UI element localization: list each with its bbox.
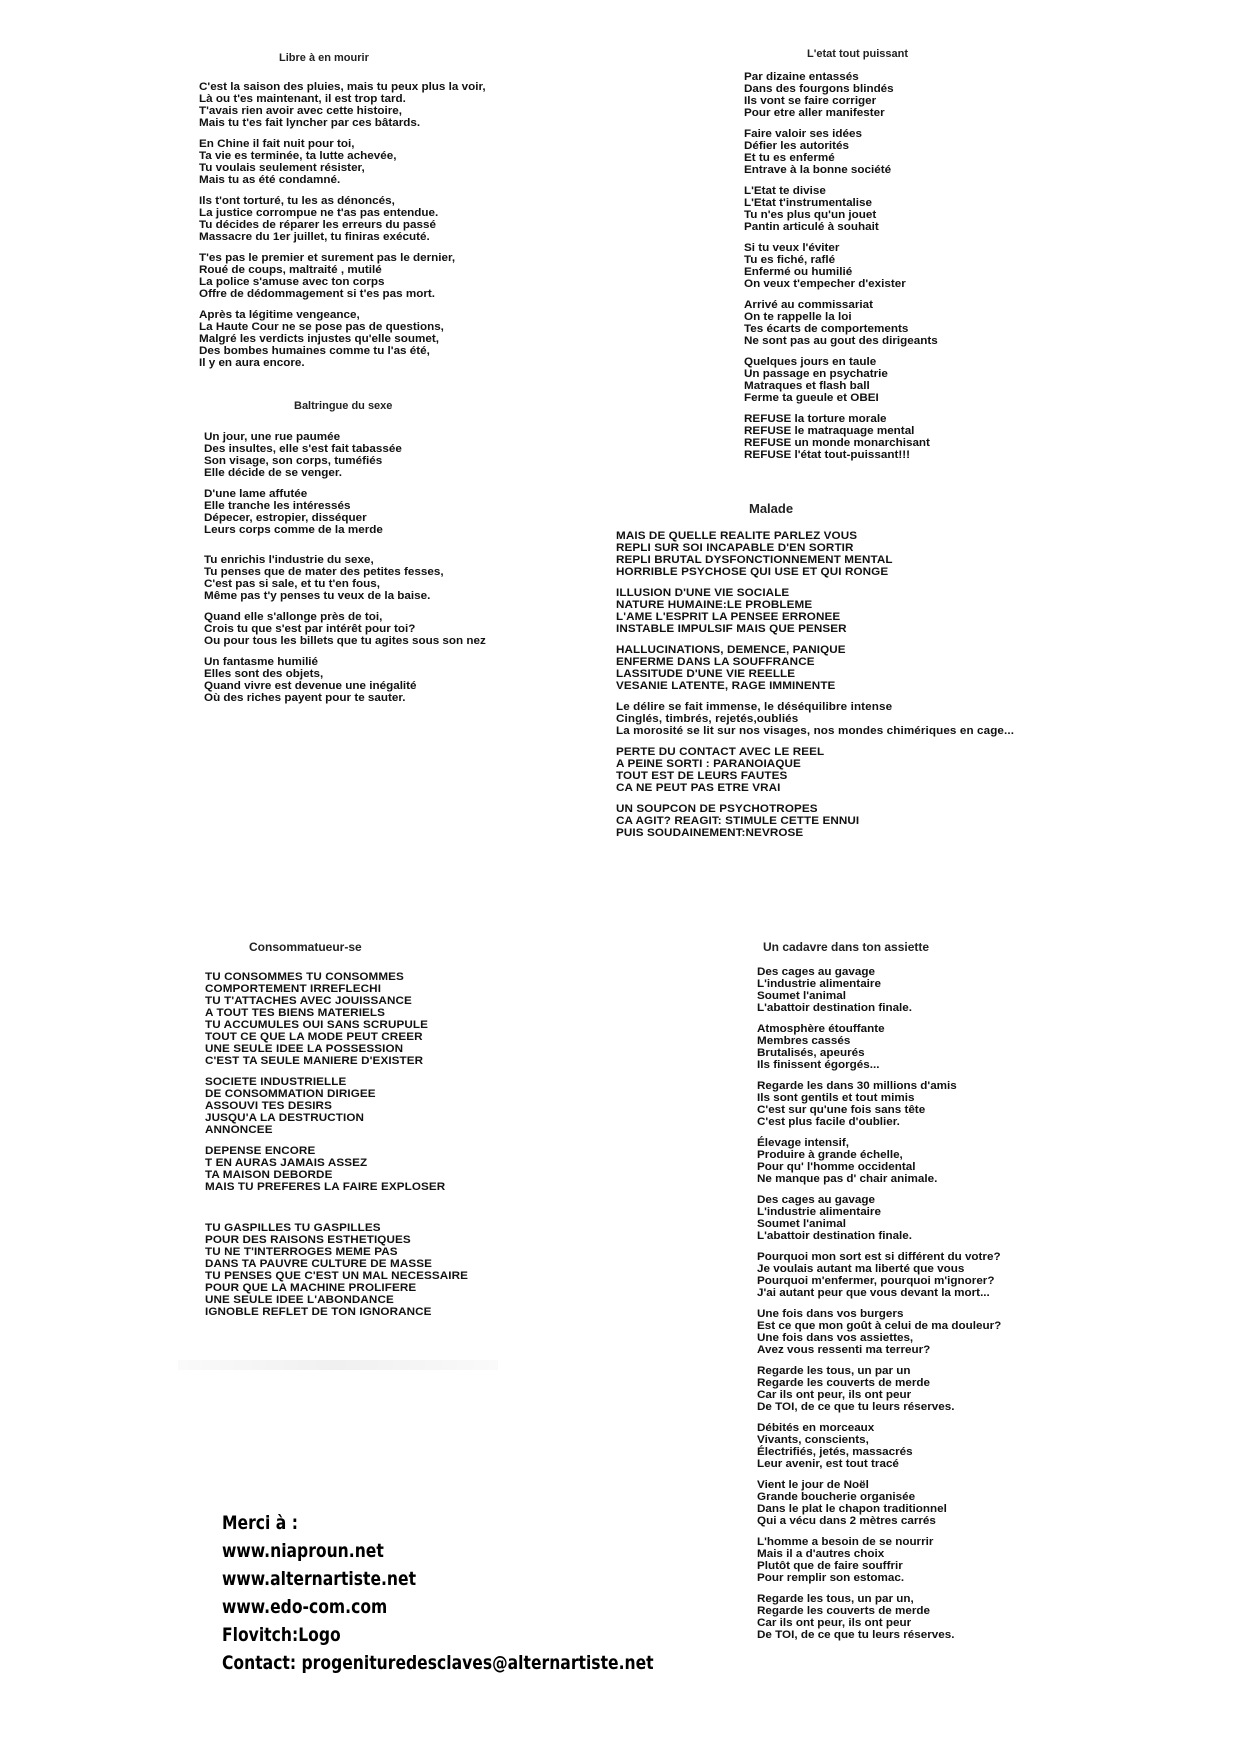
- poem-line: T'avais rien avoir avec cette histoire,: [199, 105, 403, 117]
- poem-body: [744, 71, 938, 461]
- poem-stanza: [744, 242, 927, 290]
- poem-stanza: [616, 803, 992, 839]
- poem-libre: [199, 52, 486, 369]
- poem-line: Vient le jour de Noël: [757, 1479, 869, 1491]
- poem-line: Des cages au gavage: [757, 1194, 875, 1206]
- poem-line: REFUSE le matraquage mental: [744, 425, 915, 437]
- poem-line: JUSQU'A LA DESTRUCTION: [205, 1112, 365, 1124]
- poem-stanza: [757, 1593, 987, 1641]
- poem-stanza: [204, 431, 470, 479]
- poem-line: Ils vont se faire corriger: [744, 95, 877, 107]
- poem-stanza: [199, 309, 469, 369]
- poem-line: Qui a vécu dans 2 mètres carrés: [757, 1515, 936, 1527]
- poem-title: Un cadavre dans ton assiette: [763, 940, 930, 954]
- poem-line: Offre de dédommagement si t'es pas mort.: [199, 288, 436, 300]
- poem-line: Est ce que mon goût à celui de ma douleur?: [757, 1320, 1002, 1332]
- poem-line: Et tu es enfermé: [744, 152, 835, 164]
- poem-line: Ne sont pas au gout des dirigeants: [744, 335, 938, 347]
- poem-line: On te rappelle la loi: [744, 311, 852, 323]
- poem-line: TU PENSES QUE C'EST UN MAL NECESSAIRE: [205, 1270, 469, 1282]
- poem-line: Regarde les tous, un par un: [757, 1365, 911, 1377]
- poem-line: PERTE DU CONTACT AVEC LE REEL: [616, 746, 825, 758]
- poem-line: Roué de coups, maltraité , mutilé: [199, 264, 382, 276]
- poem-line: Arrivé au commissariat: [744, 299, 873, 311]
- poem-stanza: [744, 71, 927, 119]
- poem-line: Il y en aura encore.: [199, 357, 305, 369]
- poem-line: On veux t'empecher d'exister: [744, 278, 906, 290]
- poem-line: Entrave à la bonne société: [744, 164, 892, 176]
- poem-line: Où des riches payent pour te sauter.: [204, 692, 406, 704]
- poem-line: TU T'ATTACHES AVEC JOUISSANCE: [205, 995, 412, 1007]
- poem-line: T'es pas le premier et surement pas le dernier,: [199, 252, 456, 264]
- poem-line: A TOUT TES BIENS MATERIELS: [205, 1007, 386, 1019]
- poem-stanza: [616, 746, 992, 794]
- poem-stanza: [205, 1076, 453, 1136]
- poem-stanza: [757, 1422, 987, 1470]
- poem-line: Regarde les dans 30 millions d'amis: [757, 1080, 957, 1092]
- poem-line: Des bombes humaines comme tu l'as été,: [199, 345, 430, 357]
- poem-line: ANNONCEE: [205, 1124, 273, 1136]
- poem-stanza: [757, 1194, 987, 1242]
- poem-line: TU GASPILLES TU GASPILLES: [205, 1222, 381, 1234]
- poem-body: [757, 966, 1002, 1641]
- poem-line: Je voulais autant ma liberté que vous: [757, 1263, 965, 1275]
- poem-line: D'une lame affutée: [204, 488, 308, 500]
- poem-stanza: [757, 1308, 1002, 1356]
- poem-stanza: [199, 195, 469, 243]
- poem-stanza: [757, 1251, 1001, 1299]
- poem-line: Électrifiés, jetés, massacrés: [757, 1446, 913, 1458]
- poem-line: Ne manque pas d' chair animale.: [757, 1173, 938, 1185]
- poem-line: Crois tu que s'est par intérêt pour toi?: [204, 623, 416, 635]
- poem-line: REFUSE l'état tout-puissant!!!: [744, 449, 911, 461]
- poem-line: Même pas t'y penses tu veux de la baise.: [204, 590, 431, 602]
- poem-line: Pour remplir son estomac.: [757, 1572, 905, 1584]
- poem-line: Si tu veux l'éviter: [744, 242, 840, 254]
- poem-line: De TOI, de ce que tu leurs réserves.: [757, 1629, 955, 1641]
- poem-stanza: [757, 1137, 987, 1185]
- poem-line: POUR QUE LA MACHINE PROLIFERE: [205, 1282, 417, 1294]
- poem-line: Massacre du 1er juillet, tu finiras exécuté.: [199, 231, 430, 243]
- poem-line: Après ta légitime vengeance,: [199, 309, 360, 321]
- poem-line: INSTABLE IMPULSIF MAIS QUE PENSER: [616, 623, 847, 635]
- poem-consommatueur: [205, 940, 469, 1318]
- poem-baltringue: [204, 400, 486, 704]
- poem-line: Défier les autorités: [744, 140, 849, 152]
- poem-line: La Haute Cour ne se pose pas de questions,: [199, 321, 444, 333]
- poem-line: Ferme ta gueule et OBEI: [744, 392, 879, 404]
- poem-line: DANS TA PAUVRE CULTURE DE MASSE: [205, 1258, 433, 1270]
- poem-line: TU CONSOMMES TU CONSOMMES: [205, 971, 404, 983]
- poem-stanza: [204, 488, 470, 536]
- poem-title: Consommatueur-se: [249, 940, 362, 954]
- poem-line: Elle décide de se venger.: [204, 467, 343, 479]
- poem-line: MAIS TU PREFERES LA FAIRE EXPLOSER: [205, 1181, 446, 1193]
- poem-line: Là ou t'es maintenant, il est trop tard.: [199, 93, 406, 105]
- poem-line: L'Etat t'instrumentalise: [744, 197, 873, 209]
- poem-line: Pour qu' l'homme occidental: [757, 1161, 916, 1173]
- poem-line: Leur avenir, est tout tracé: [757, 1458, 899, 1470]
- poem-stanza: [199, 138, 469, 186]
- poem-line: Membres cassés: [757, 1035, 851, 1047]
- poem-line: L'industrie alimentaire: [757, 1206, 881, 1218]
- poem-line: Débités en morceaux: [757, 1422, 875, 1434]
- poem-line: CA NE PEUT PAS ETRE VRAI: [616, 782, 781, 794]
- poem-line: L'abattoir destination finale.: [757, 1002, 913, 1014]
- poem-line: Le délire se fait immense, le déséquilibre intense: [616, 701, 893, 713]
- poem-line: Pourquoi mon sort est si différent du votre?: [757, 1251, 1001, 1263]
- poem-line: Quand elle s'allonge près de toi,: [204, 611, 383, 623]
- poem-body: [199, 81, 486, 369]
- poem-line: Regarde les couverts de merde: [757, 1605, 931, 1617]
- poem-title: Malade: [749, 501, 794, 516]
- poem-line: Car ils ont peur, ils ont peur: [757, 1389, 912, 1401]
- poem-line: Tu décides de réparer les erreurs du passé: [199, 219, 436, 231]
- poem-line: L'AME L'ESPRIT LA PENSEE ERRONEE: [616, 611, 841, 623]
- credits-link-alternartiste[interactable]: www.alternartiste.net: [222, 1568, 417, 1590]
- poem-line: Quand vivre est devenue une inégalité: [204, 680, 417, 692]
- poem-line: Pour etre aller manifester: [744, 107, 885, 119]
- poem-line: T EN AURAS JAMAIS ASSEZ: [205, 1157, 368, 1169]
- poem-line: A PEINE SORTI : PARANOIAQUE: [616, 758, 801, 770]
- poem-line: HORRIBLE PSYCHOSE QUI USE ET QUI RONGE: [616, 566, 889, 578]
- poem-line: SOCIETE INDUSTRIELLE: [205, 1076, 347, 1088]
- poem-line: Plutôt que de faire souffrir: [757, 1560, 903, 1572]
- poem-line: Ou pour tous les billets que tu agites sous son nez: [204, 635, 486, 647]
- poem-line: TA MAISON DEBORDE: [205, 1169, 333, 1181]
- poem-stanza: [199, 252, 469, 300]
- poem-line: Un jour, une rue paumée: [204, 431, 341, 443]
- poem-line: Une fois dans vos assiettes,: [757, 1332, 914, 1344]
- poem-line: Tu enrichis l'industrie du sexe,: [204, 554, 374, 566]
- poem-line: DEPENSE ENCORE: [205, 1145, 316, 1157]
- poem-line: PUIS SOUDAINEMENT:NEVROSE: [616, 827, 804, 839]
- poem-line: Mais tu t'es fait lyncher par ces bâtards.: [199, 117, 421, 129]
- poem-line: REFUSE la torture morale: [744, 413, 887, 425]
- poem-stanza: [205, 971, 453, 1067]
- poem-line: UNE SEULE IDEE LA POSSESSION: [205, 1043, 404, 1055]
- poem-line: Pourquoi m'enfermer, pourquoi m'ignorer?: [757, 1275, 995, 1287]
- poem-line: C'est plus facile d'oublier.: [757, 1116, 900, 1128]
- poem-line: Ils sont gentils et tout mimis: [757, 1092, 915, 1104]
- credits-logo: Flovitch:Logo: [222, 1624, 341, 1646]
- poem-stanza: [616, 530, 992, 578]
- poem-line: La morosité se lit sur nos visages, nos mondes chimériques en cage...: [616, 725, 1015, 737]
- poem-stanza: [757, 1536, 987, 1584]
- poem-line: TOUT CE QUE LA MODE PEUT CREER: [205, 1031, 423, 1043]
- poem-line: Un passage en psychatrie: [744, 368, 888, 380]
- poem-body: [205, 971, 469, 1318]
- poem-line: LASSITUDE D'UNE VIE REELLE: [616, 668, 796, 680]
- poem-title: Libre à en mourir: [279, 52, 369, 64]
- poem-stanza: [744, 299, 938, 347]
- poem-line: TU ACCUMULES OUI SANS SCRUPULE: [205, 1019, 429, 1031]
- poem-stanza: [204, 554, 470, 602]
- poem-stanza: [757, 1479, 987, 1527]
- poem-stanza: [205, 1222, 469, 1318]
- poem-line: Des cages au gavage: [757, 966, 875, 978]
- poem-stanza: [744, 413, 930, 461]
- poem-line: Regarde les couverts de merde: [757, 1377, 931, 1389]
- poem-line: Dépecer, estropier, disséquer: [204, 512, 367, 524]
- poem-line: Tes écarts de comportements: [744, 323, 909, 335]
- poem-line: TU NE T'INTERROGES MEME PAS: [205, 1246, 398, 1258]
- poem-line: La justice corrompue ne t'as pas entendue.: [199, 207, 439, 219]
- poem-line: Avez vous ressenti ma terreur?: [757, 1344, 931, 1356]
- poem-stanza: [616, 587, 992, 635]
- poem-line: REFUSE un monde monarchisant: [744, 437, 930, 449]
- poem-title: Baltringue du sexe: [294, 400, 393, 412]
- poem-line: POUR DES RAISONS ESTHETIQUES: [205, 1234, 411, 1246]
- poem-stanza: [616, 701, 1015, 737]
- poem-stanza: [744, 128, 927, 176]
- poem-line: ENFERME DANS LA SOUFFRANCE: [616, 656, 815, 668]
- poem-line: Des insultes, elle s'est fait tabassée: [204, 443, 402, 455]
- poem-line: Produire à grande échelle,: [757, 1149, 903, 1161]
- poem-line: MAIS DE QUELLE REALITE PARLEZ VOUS: [616, 530, 858, 542]
- poem-stanza: [205, 1145, 453, 1193]
- poem-cadavre: [757, 940, 1002, 1641]
- poem-line: La police s'amuse avec ton corps: [199, 276, 385, 288]
- credits-thanks: Merci à :: [222, 1512, 298, 1534]
- poem-line: UN SOUPCON DE PSYCHOTROPES: [616, 803, 818, 815]
- poem-title: L'etat tout puissant: [807, 48, 909, 60]
- poem-line: L'industrie alimentaire: [757, 978, 881, 990]
- poem-line: Tu es fiché, raflé: [744, 254, 836, 266]
- poem-line: ASSOUVI TES DESIRS: [205, 1100, 332, 1112]
- poem-line: Vivants, conscients,: [757, 1434, 869, 1446]
- poem-line: IGNOBLE REFLET DE TON IGNORANCE: [205, 1306, 432, 1318]
- credits-link-edo-com[interactable]: www.edo-com.com: [222, 1596, 388, 1618]
- poem-line: REPLI SUR SOI INCAPABLE D'EN SORTIR: [616, 542, 854, 554]
- poem-line: L'homme a besoin de se nourrir: [757, 1536, 934, 1548]
- poem-stanza: [757, 1080, 987, 1128]
- poem-line: Car ils ont peur, ils ont peur: [757, 1617, 912, 1629]
- poem-line: Ta vie es terminée, ta lutte achevée,: [199, 150, 397, 162]
- credits-link-niaproun[interactable]: www.niaproun.net: [222, 1540, 384, 1562]
- poem-line: Soumet l'animal: [757, 990, 846, 1002]
- poem-line: Soumet l'animal: [757, 1218, 846, 1230]
- poem-line: J'ai autant peur que vous devant la mort...: [757, 1287, 990, 1299]
- poem-stanza: [204, 656, 470, 704]
- poem-line: Ils finissent égorgés...: [757, 1059, 880, 1071]
- poem-line: COMPORTEMENT IRREFLECHI: [205, 983, 382, 995]
- poem-line: C'EST TA SEULE MANIERE D'EXISTER: [205, 1055, 424, 1067]
- poem-line: Tu voulais seulement résister,: [199, 162, 365, 174]
- poem-line: En Chine il fait nuit pour toi,: [199, 138, 355, 150]
- poem-line: TOUT EST DE LEURS FAUTES: [616, 770, 788, 782]
- poem-line: Tu n'es plus qu'un jouet: [744, 209, 877, 221]
- poem-line: Élevage intensif,: [757, 1137, 850, 1149]
- poem-line: DE CONSOMMATION DIRIGEE: [205, 1088, 376, 1100]
- poem-line: Dans des fourgons blindés: [744, 83, 894, 95]
- poem-malade: [616, 501, 1015, 839]
- poem-line: NATURE HUMAINE:LE PROBLEME: [616, 599, 813, 611]
- poem-line: HALLUCINATIONS, DEMENCE, PANIQUE: [616, 644, 846, 656]
- poem-line: Regarde les tous, un par un,: [757, 1593, 914, 1605]
- poem-line: Faire valoir ses idées: [744, 128, 862, 140]
- poem-line: L'abattoir destination finale.: [757, 1230, 913, 1242]
- poem-line: ILLUSION D'UNE VIE SOCIALE: [616, 587, 790, 599]
- poem-stanza: [757, 1023, 987, 1071]
- poem-body: [616, 530, 1015, 839]
- poem-stanza: [757, 1365, 987, 1413]
- poem-line: Pantin articulé à souhait: [744, 221, 879, 233]
- poem-line: Quelques jours en taule: [744, 356, 877, 368]
- poem-line: Tu penses que de mater des petites fesses,: [204, 566, 444, 578]
- poem-line: Matraques et flash ball: [744, 380, 870, 392]
- poem-line: Brutalisés, apeurés: [757, 1047, 865, 1059]
- poem-line: Un fantasme humilié: [204, 656, 319, 668]
- poem-line: Son visage, son corps, tuméfiés: [204, 455, 383, 467]
- poem-line: De TOI, de ce que tu leurs réserves.: [757, 1401, 955, 1413]
- poem-line: C'est la saison des pluies, mais tu peux plus la voir,: [199, 81, 486, 93]
- poem-stanza: [616, 644, 992, 692]
- poem-line: L'Etat te divise: [744, 185, 826, 197]
- poem-line: Malgré les verdicts injustes qu'elle soumet,: [199, 333, 439, 345]
- poem-line: VESANIE LATENTE, RAGE IMMINENTE: [616, 680, 836, 692]
- poem-stanza: [757, 966, 987, 1014]
- poem-line: Grande boucherie organisée: [757, 1491, 916, 1503]
- poem-line: Elles sont des objets,: [204, 668, 324, 680]
- poem-etat: [744, 48, 938, 461]
- poem-line: UNE SEULE IDEE L'ABONDANCE: [205, 1294, 394, 1306]
- poem-line: C'est pas si sale, et tu t'en fous,: [204, 578, 380, 590]
- poem-line: Cinglés, timbrés, rejetés,oubliés: [616, 713, 799, 725]
- poem-line: Mais tu as été condamné.: [199, 174, 341, 186]
- scan-smudge: [178, 1360, 498, 1370]
- poem-stanza: [744, 356, 927, 404]
- poem-line: Enfermé ou humilié: [744, 266, 853, 278]
- poem-stanza: [204, 611, 486, 647]
- poem-line: C'est sur qu'une fois sans tête: [757, 1104, 926, 1116]
- credits-contact-email[interactable]: Contact: progenituredesclaves@alternartiste.net: [222, 1652, 654, 1674]
- poem-line: REPLI BRUTAL DYSFONCTIONNEMENT MENTAL: [616, 554, 893, 566]
- poem-line: Dans le plat le chapon traditionnel: [757, 1503, 947, 1515]
- poem-line: Ils t'ont torturé, tu les as dénoncés,: [199, 195, 395, 207]
- poem-stanza: [199, 81, 486, 129]
- poem-line: Leurs corps comme de la merde: [204, 524, 383, 536]
- poem-line: Atmosphère étouffante: [757, 1023, 885, 1035]
- poem-line: Une fois dans vos burgers: [757, 1308, 904, 1320]
- poem-line: Par dizaine entassés: [744, 71, 859, 83]
- poem-line: CA AGIT? REAGIT: STIMULE CETTE ENNUI: [616, 815, 860, 827]
- poem-stanza: [744, 185, 927, 233]
- poem-line: Mais il a d'autres choix: [757, 1548, 885, 1560]
- poem-body: [204, 431, 486, 704]
- credits-block: [222, 1509, 748, 1677]
- poem-line: Elle tranche les intéressés: [204, 500, 351, 512]
